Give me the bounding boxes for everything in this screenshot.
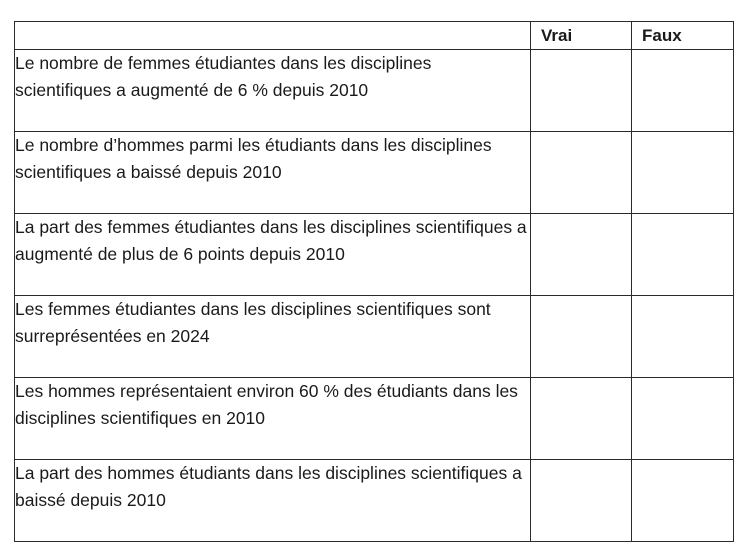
answer-vrai-cell[interactable] (531, 214, 632, 296)
answer-vrai-cell[interactable] (531, 50, 632, 132)
answer-faux-cell[interactable] (632, 50, 734, 132)
answer-faux-cell[interactable] (632, 296, 734, 378)
true-false-table (14, 21, 734, 542)
statement-text: Le nombre de femmes étudiantes dans les disciplines scientifiques a augmenté de 6 % depuis 2010 (15, 50, 531, 132)
header-statement (15, 22, 531, 50)
table-row (15, 378, 734, 460)
table-row (15, 132, 734, 214)
answer-vrai-cell[interactable] (531, 296, 632, 378)
answer-faux-cell[interactable] (632, 132, 734, 214)
table-row (15, 460, 734, 542)
table-row (15, 50, 734, 132)
table-row (15, 214, 734, 296)
statement-text: La part des hommes étudiants dans les disciplines scientifiques a baissé depuis 2010 (15, 460, 531, 542)
answer-vrai-cell[interactable] (531, 460, 632, 542)
header-row (15, 22, 734, 50)
header-faux: Faux (632, 22, 734, 50)
statement-text: Les femmes étudiantes dans les disciplines scientifiques sont surreprésentées en 2024 (15, 296, 531, 378)
statement-text: La part des femmes étudiantes dans les disciplines scientifiques a augmenté de plus de 6 points depuis 2010 (15, 214, 531, 296)
answer-vrai-cell[interactable] (531, 378, 632, 460)
table-row (15, 296, 734, 378)
answer-faux-cell[interactable] (632, 378, 734, 460)
statement-text: Le nombre d’hommes parmi les étudiants dans les disciplines scientifiques a baissé depuis 2010 (15, 132, 531, 214)
statement-text: Les hommes représentaient environ 60 % des étudiants dans les disciplines scientifiques en 2010 (15, 378, 531, 460)
answer-faux-cell[interactable] (632, 214, 734, 296)
answer-faux-cell[interactable] (632, 460, 734, 542)
header-vrai: Vrai (531, 22, 632, 50)
answer-vrai-cell[interactable] (531, 132, 632, 214)
